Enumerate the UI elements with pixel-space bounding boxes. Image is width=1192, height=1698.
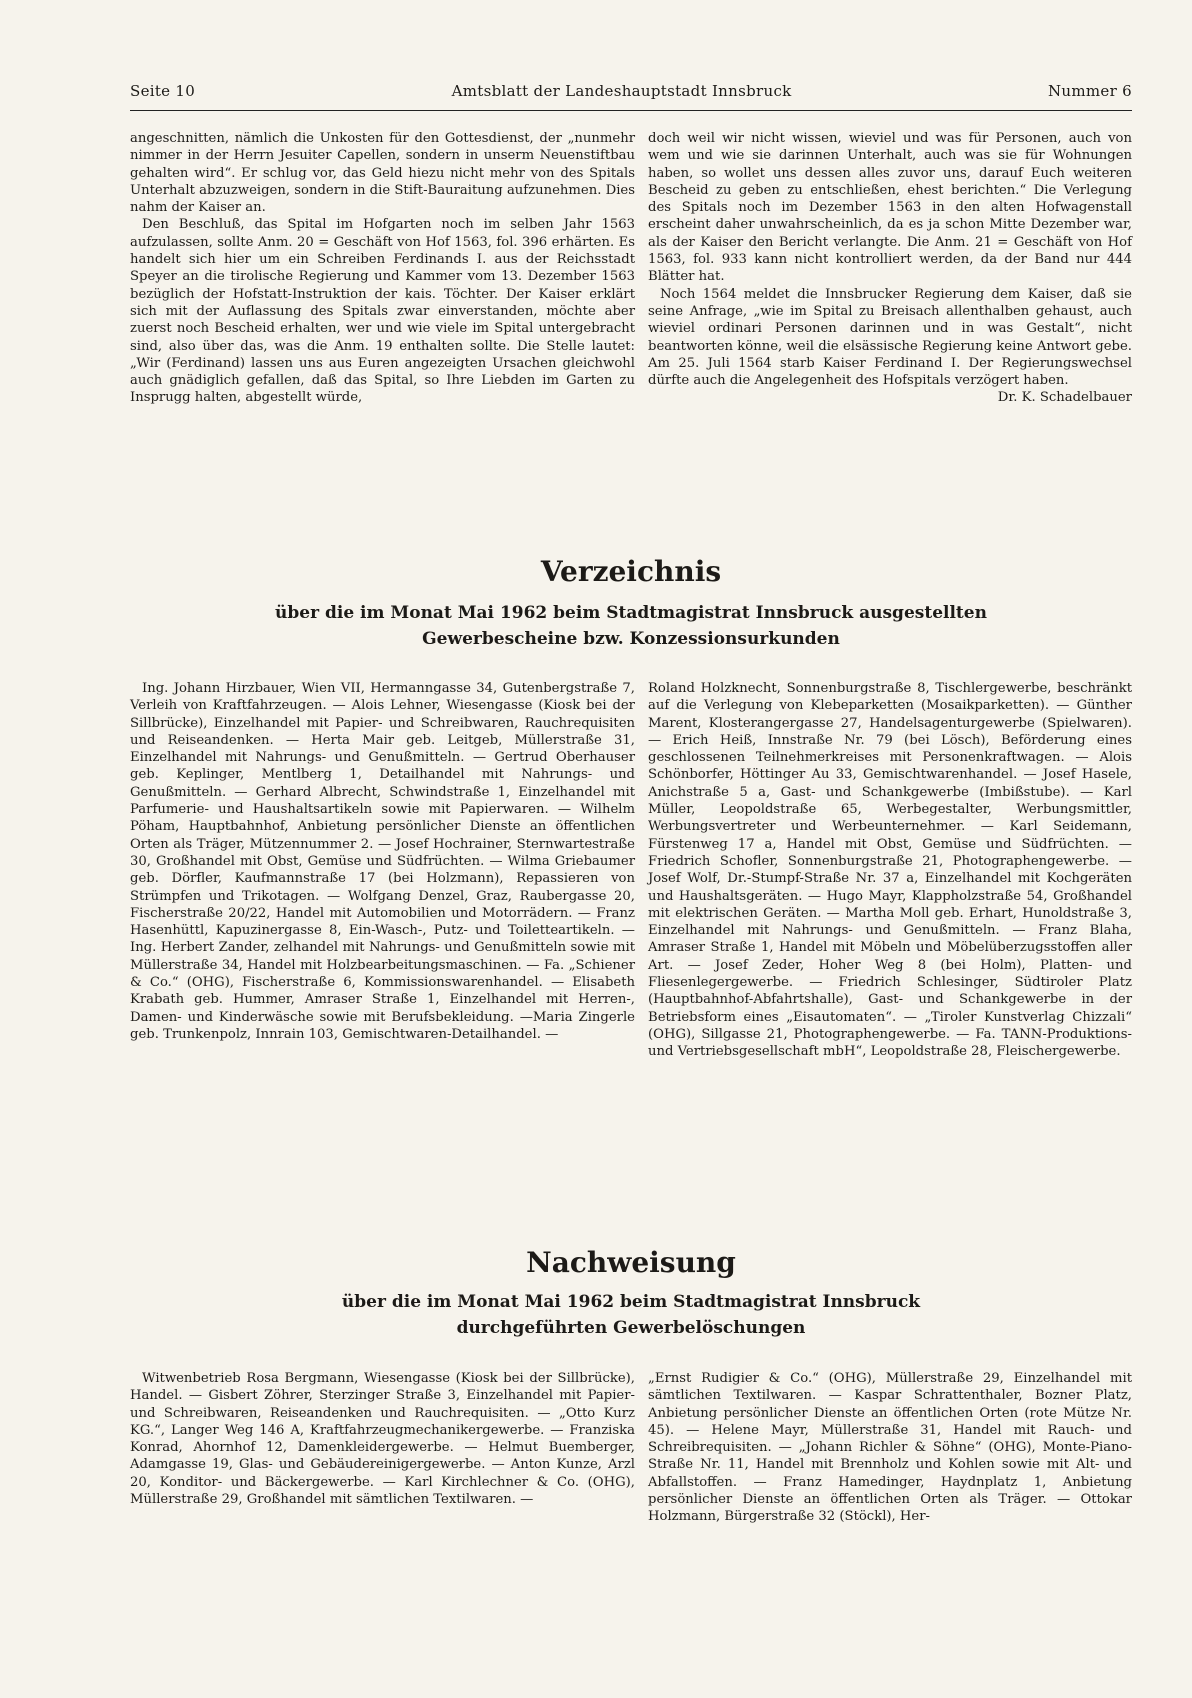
- page-number: Seite 10: [130, 82, 196, 100]
- permit-list: Ing. Johann Hirzbauer, Wien VII, Hermanngasse 34, Gutenbergstraße 7, Verleih von Kraftfahrzeugen. — Alois Lehner, Wiesengasse (Kiosk bei der Sillbrücke), Einzelhandel mit Papier- und Schreibwaren, Rauchrequisiten und Reiseandenken. — Herta Mair geb. Leitgeb, Müllerstraße 31, Einzelhandel mit Nahrungs- und Genußmitteln. — Gertrud Oberhauser geb. Keplinger, Mentlberg 1, Detailhandel mit Nahrungs- und Genußmitteln. — Gerhard Albrecht, Schwindstraße 1, Einzelhandel mit Parfumerie- und Haushaltsartikeln sowie mit Papierwaren. — Wilhelm Pöham, Hauptbahnhof, Anbietung persönlicher Dienste an öffentlichen Orten als Träger, Mützennummer 2. — Josef Hochrainer, Sternwartestraße 30, Großhandel mit Obst, Gemüse und Südfrüchten. — Wilma Griebaumer geb. Dörfler, Kaufmannstraße 17 (bei Holzmann), Repassieren von Strümpfen und Trikotagen. — Wolfgang Denzel, Graz, Raubergasse 20, Fischerstraße 20/22, Handel mit Automobilien und Motorrädern. — Franz Hasenhüttl, Kapuzinergasse 8, Ein-Wasch-, Putz- und Toiletteartikeln. — Ing. Herbert Zander, zelhandel mit Nahrungs- und Genußmitteln sowie mit Müllerstraße 34, Handel mit Holzbearbeitungsmaschinen. — Fa. „Schiener & Co.“ (OHG), Fischerstraße 6, Kommissionswarenhandel. — Elisabeth Krabath geb. Hummer, Amraser Straße 1, Einzelhandel mit Herren-, Damen- und Kinderwäsche sowie mit Berufsbekleidung. —Maria Zingerle geb. Trunkenpolz, Innrain 103, Gemischtwaren-Detailhandel. —: [130, 681, 635, 1042]
- issue-number: Nummer 6: [1048, 82, 1132, 100]
- article-paragraph: Noch 1564 meldet die Innsbrucker Regierung dem Kaiser, daß sie seine Anfrage, „wie im Spital zu Breisach allenthalben gehaust, auch wieviel ordinari Personen darinnen und in was Gestalt“, nicht beantworten könne, weil die elsässische Regierung keine Antwort gebe. Am 25. Juli 1564 starb Kaiser Ferdinand I. Der Regierungswechsel dürfte auch die Angelegenheit des Hofspitals verzögert haben.: [648, 286, 1132, 389]
- deletion-list: Witwenbetrieb Rosa Bergmann, Wiesengasse (Kiosk bei der Sillbrücke), Handel. — Gisbert Zöhrer, Sterzinger Straße 3, Einzelhandel mit Papier- und Schreibwaren, Reiseandenken und Rauchrequisiten. — „Otto Kurz KG.“, Langer Weg 146 A, Kraftfahrzeugmechanikergewerbe. — Franziska Konrad, Ahornhof 12, Damenkleidergewerbe. — Helmut Buemberger, Adamgasse 19, Glas- und Gebäudereinigergewerbe. — Anton Kunze, Arzl 20, Konditor- und Bäckergewerbe. — Karl Kirchlechner & Co. (OHG), Müllerstraße 29, Großhandel mit sämtlichen Textilwaren. —: [130, 1371, 635, 1508]
- author-signature: Dr. K. Schadelbauer: [997, 390, 1132, 406]
- section1-title: Verzeichnis: [540, 555, 722, 588]
- article-paragraph: doch weil wir nicht wissen, wieviel und was für Personen, auch von wem und wie sie darinnen Unterhalt, auch was sie für Wohnungen haben, so wollet uns dessen alles zuvor uns, darauf Euch weiteren Bescheid zu geben zu entschließen, ehest berichten.“ Die Verlegung des Spitals noch im Dezember 1563 in den alten Hofwagenstall erscheint daher unwahrscheinlich, da es ja schon Mitte Dezember war, als der Kaiser den Bericht verlangte. Die Anm. 21 = Geschäft von Hof 1563, fol. 933 kann nicht kontrolliert werden, da der Band nur 444 Blätter hat.: [648, 131, 1132, 285]
- article-left-column: [130, 130, 635, 407]
- deletion-list: „Ernst Rudigier & Co.“ (OHG), Müllerstraße 29, Einzelhandel mit sämtlichen Textilwaren. — Kaspar Schrattenthaler, Bozner Platz, Anbietung persönlicher Dienste an öffentlichen Orten (rote Mütze Nr. 45). — Helene Mayr, Müllerstraße 31, Handel mit Rauch- und Schreibrequisiten. — „Johann Richler & Söhne“ (OHG), Monte-Piano-Straße Nr. 11, Handel mit Brennholz und Kohlen sowie mit Alt- und Abfallstoffen. — Franz Hamedinger, Haydnplatz 1, Anbietung persönlicher Dienste an öffentlichen Orten als Träger. — Ottokar Holzmann, Bürgerstraße 32 (Stöckl), Her-: [648, 1371, 1132, 1525]
- article-right-column: [648, 130, 1132, 407]
- section2-subtitle-1: über die im Monat Mai 1962 beim Stadtmagistrat Innsbruck: [341, 1292, 921, 1312]
- permit-list: Roland Holzknecht, Sonnenburgstraße 8, Tischlergewerbe, beschränkt auf die Verlegung von Klebeparketten (Mosaikparketten). — Günther Marent, Klosterangergasse 27, Handelsagenturgewerbe (Spielwaren). — Erich Heiß, Innstraße Nr. 79 (bei Lösch), Beförderung eines geschlossenen Teilnehmerkreises mit Personenkraftwagen. — Alois Schönborfer, Höttinger Au 33, Gemischtwarenhandel. — Josef Hasele, Anichstraße 5 a, Gast- und Schankgewerbe (Imbißstube). — Karl Müller, Leopoldstraße 65, Werbegestalter, Werbungsmittler, Werbungsvertreter und Werbeunternehmer. — Karl Seidemann, Fürstenweg 17 a, Handel mit Obst, Gemüse und Südfrüchten. — Friedrich Schofler, Sonnenburgstraße 21, Photographengewerbe. — Josef Wolf, Dr.-Stumpf-Straße Nr. 37 a, Einzelhandel mit Kochgeräten und Haushaltsgeräten. — Hugo Mayr, Klappholzstraße 54, Großhandel mit elektrischen Geräten. — Martha Moll geb. Erhart, Hunoldstraße 3, Einzelhandel mit Nahrungs- und Genußmitteln. — Franz Blaha, Amraser Straße 1, Handel mit Möbeln und Möbelüberzugsstoffen aller Art. — Josef Zeder, Hoher Weg 8 (bei Holm), Platten- und Fliesenlegergewerbe. — Friedrich Schlesinger, Südtiroler Platz (Hauptbahnhof-Abfahrtshalle), Gast- und Schankgewerbe in der Betriebsform eines „Eisautomaten“. — „Tiroler Kunstverlag Chizzali“ (OHG), Sillgasse 21, Photographengewerbe. — Fa. TANN-Produktions- und Vertriebsgesellschaft mbH“, Leopoldstraße 28, Fleischergewerbe.: [648, 681, 1132, 1060]
- article-paragraph: angeschnitten, nämlich die Unkosten für den Gottesdienst, der „nunmehr nimmer in der Herrn Jesuiter Capellen, sondern in unserm Neuenstiftbau gehalten wird“. Er schlug vor, das Geld hiezu nicht mehr von des Spitals Unterhalt abzuzweigen, sondern in die Stift-Bauraitung aufzunehmen. Dies nahm der Kaiser an.: [130, 131, 635, 216]
- header-rule: [130, 110, 1132, 111]
- section2-title: Nachweisung: [526, 1246, 736, 1279]
- publication-title: Amtsblatt der Landeshauptstadt Innsbruck: [451, 82, 792, 100]
- page-header: [130, 82, 1132, 106]
- section1-subtitle-2: Gewerbescheine bzw. Konzessionsurkunden: [422, 629, 840, 649]
- section1-left-column: [130, 680, 635, 1043]
- section2-left-column: [130, 1370, 635, 1508]
- section2-right-column: [648, 1370, 1132, 1526]
- article-paragraph: Den Beschluß, das Spital im Hofgarten noch im selben Jahr 1563 aufzulassen, sollte Anm. 20 = Geschäft von Hof 1563, fol. 396 erhärten. Es handelt sich hier um ein Schreiben Ferdinands I. aus der Reichsstadt Speyer an die tirolische Regierung und Kammer vom 13. Dezember 1563 bezüglich der Hofstatt-Instruktion der kais. Töchter. Der Kaiser erklärt sich mit der Auflassung des Spitals zwar einverstanden, möchte aber zuerst noch Bescheid erhalten, wer und wie viele im Spital untergebracht sind, also über das, was die Anm. 19 enthalten sollte. Die Stelle lautet: „Wir (Ferdinand) lassen uns aus Euren angezeigten Ursachen gleichwohl auch gnädiglich gefallen, daß das Spital, so Ihre Liebden im Garten zu Insprugg halten, abgestellt würde,: [130, 217, 635, 406]
- section2-subtitle-2: durchgeführten Gewerbelöschungen: [456, 1318, 806, 1338]
- section1-subtitle-1: über die im Monat Mai 1962 beim Stadtmagistrat Innsbruck ausgestellten: [275, 603, 987, 623]
- section1-right-column: [648, 680, 1132, 1061]
